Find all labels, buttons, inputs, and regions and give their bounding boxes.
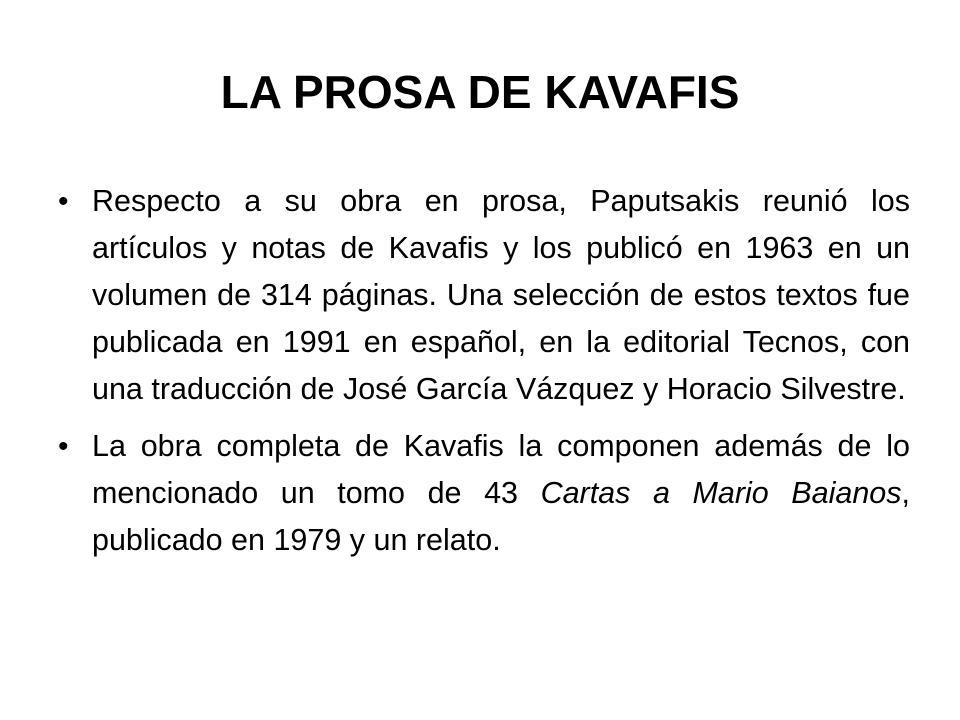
bullet-text: Respecto a su obra en prosa, Paputsakis reunió los artículos y notas de Kavafis y los publicó en 1963 en un volumen de 314 páginas. Una selección de estos textos fue publicada en 1991 en español, en la editorial Tecnos, con una traducción de José García Vázquez y Horacio Silvestre. — [92, 184, 910, 406]
bullet-icon: • — [58, 430, 69, 463]
bullet-item-1 — [58, 178, 910, 413]
slide-body — [58, 178, 910, 564]
bullet-text — [92, 429, 910, 557]
bullet-item-2 — [58, 423, 910, 564]
slide-title: LA PROSA DE KAVAFIS — [220, 66, 740, 118]
bullet-icon: • — [58, 185, 69, 218]
bullet-text-segment: La obra completa de Kavafis la componen además de lo mencionado un tomo de 43 — [92, 429, 910, 510]
book-title: Cartas a Mario Baianos — [540, 476, 902, 510]
bullet-text-segment: , publicado en 1979 y un relato. — [92, 476, 911, 557]
